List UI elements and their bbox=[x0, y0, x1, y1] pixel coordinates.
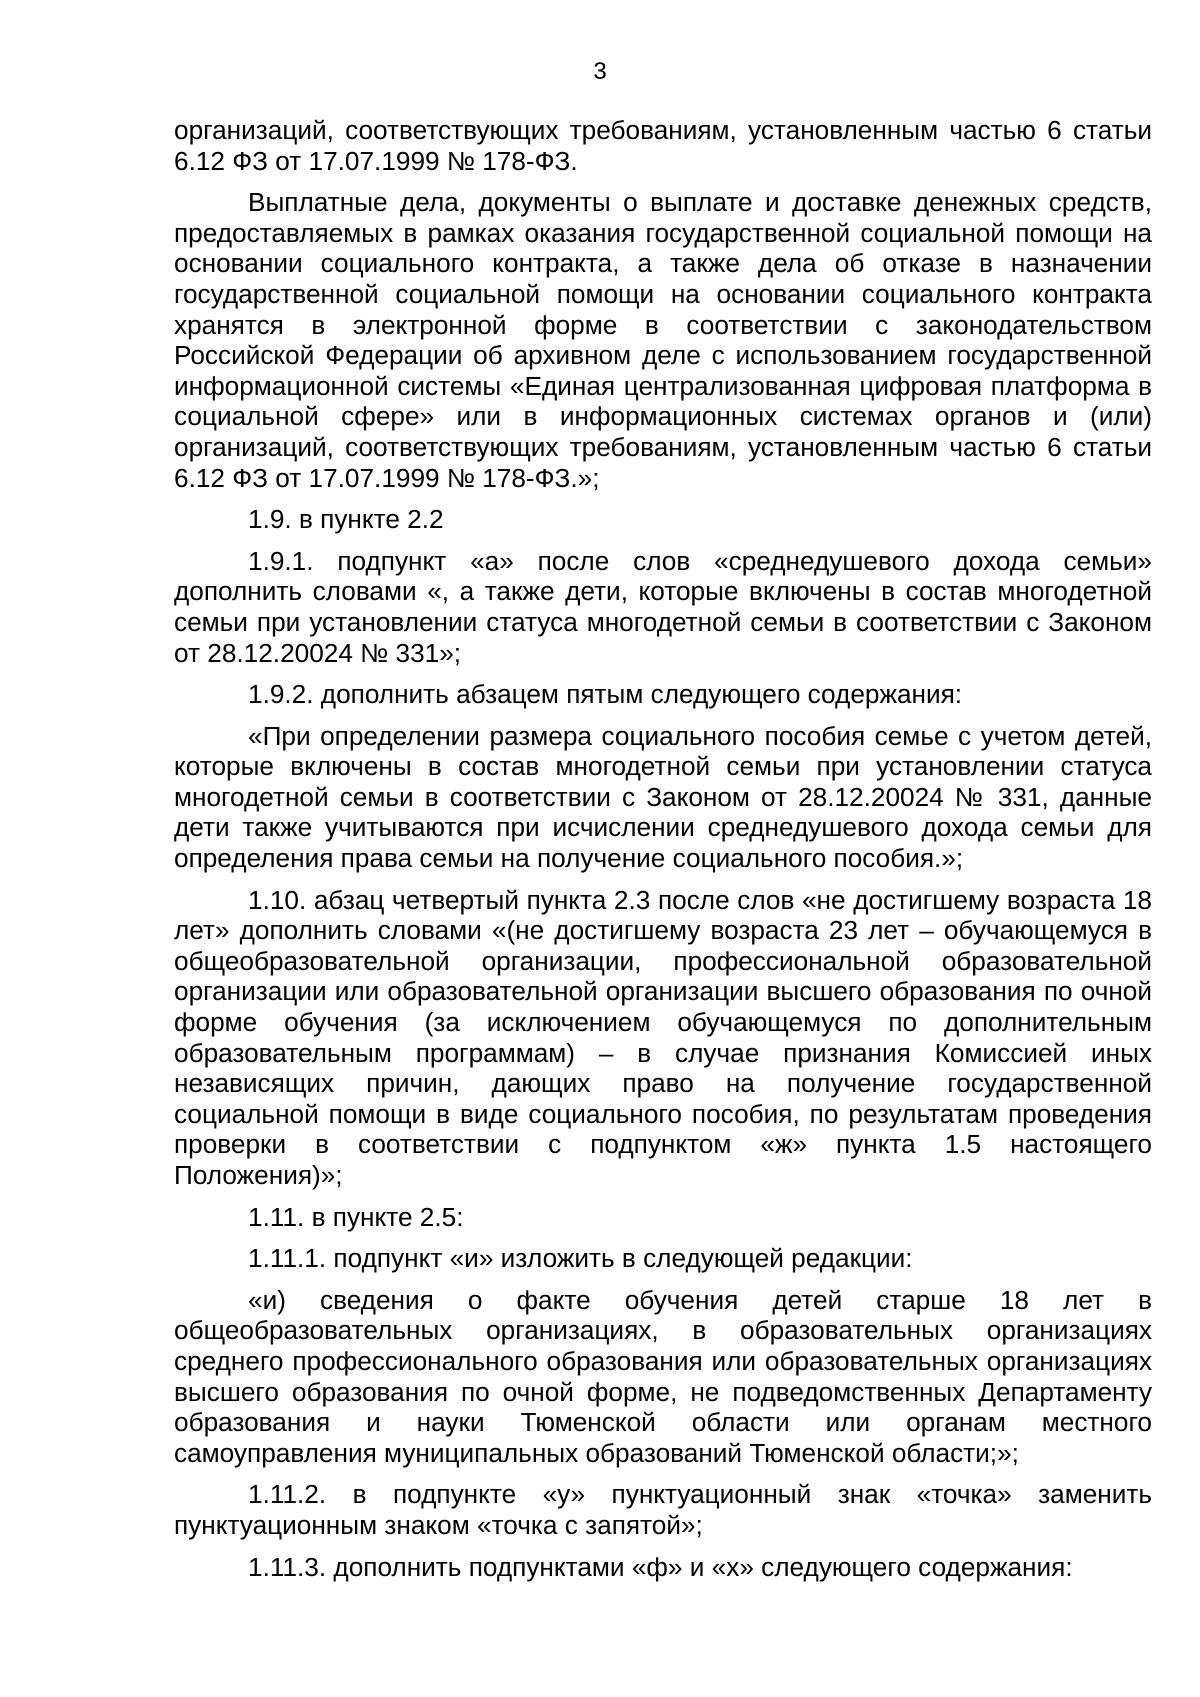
paragraph-1: организаций, соответствующих требованиям, установленным частью 6 статьи 6.12 ФЗ от 17.07.1999 № 178-ФЗ. bbox=[174, 115, 1152, 176]
paragraph-7: 1.10. абзац четвертый пункта 2.3 после слов «не достигшему возраста 18 лет» дополнить словами «(не достигшему возраста 23 лет – обучающемуся в общеобразовательной организации, профессиональной образовательной организации или образовательной организации высшего образования по очной форме обучения (за исключением обучающемуся по дополнительным образовательным программам) – в случае признания Комиссией иных независящих причин, дающих право на получение государственной социальной помощи в виде социального пособия, по результатам проведения проверки в соответствии с подпунктом «ж» пункта 1.5 настоящего Положения)»; bbox=[174, 884, 1152, 1190]
paragraph-11: 1.11.2. в подпункте «у» пунктуационный знак «точка» заменить пунктуационным знаком «точка с запятой»; bbox=[174, 1479, 1152, 1540]
paragraph-4: 1.9.1. подпункт «а» после слов «среднедушевого дохода семьи» дополнить словами «, а также дети, которые включены в состав многодетной семьи при установлении статуса многодетной семьи в соответствии с Законом от 28.12.20024 № 331»; bbox=[174, 545, 1152, 668]
paragraph-6: «При определении размера социального пособия семье с учетом детей, которые включены в состав многодетной семьи при установлении статуса многодетной семьи в соответствии с Законом от 28.12.20024 № 331, данные дети также учитываются при исчислении среднедушевого дохода семьи для определения права семьи на получение социального пособия.»; bbox=[174, 720, 1152, 874]
paragraph-9: 1.11.1. подпункт «и» изложить в следующей редакции: bbox=[248, 1243, 913, 1274]
paragraph-2: Выплатные дела, документы о выплате и доставке денежных средств, предоставляемых в рамках оказания государственной социальной помощи на основании социального контракта, а также дела об отказе в назначении государственной социальной помощи на основании социального контракта хранятся в электронной форме в соответствии с законодательством Российской Федерации об архивном деле с использованием государственной информационной системы «Единая централизованная цифровая платформа в социальной сфере» или в информационных системах органов и (или) организаций, соответствующих требованиям, установленным частью 6 статьи 6.12 ФЗ от 17.07.1999 № 178-ФЗ.»; bbox=[174, 187, 1152, 493]
paragraph-10: «и) сведения о факте обучения детей старше 18 лет в общеобразовательных организациях, в образовательных организациях среднего профессионального образования или образовательных организациях высшего образования по очной форме, не подведомственных Департаменту образования и науки Тюменской области или органам местного самоуправления муниципальных образований Тюменской области;»; bbox=[174, 1284, 1152, 1468]
page-number: 3 bbox=[593, 58, 607, 85]
paragraph-12: 1.11.3. дополнить подпунктами «ф» и «х» следующего содержания: bbox=[248, 1551, 1073, 1582]
paragraph-5: 1.9.2. дополнить абзацем пятым следующего содержания: bbox=[248, 679, 963, 710]
document-body bbox=[174, 115, 1152, 1593]
paragraph-3: 1.9. в пункте 2.2 bbox=[248, 504, 444, 535]
paragraph-8: 1.11. в пункте 2.5: bbox=[248, 1201, 464, 1232]
